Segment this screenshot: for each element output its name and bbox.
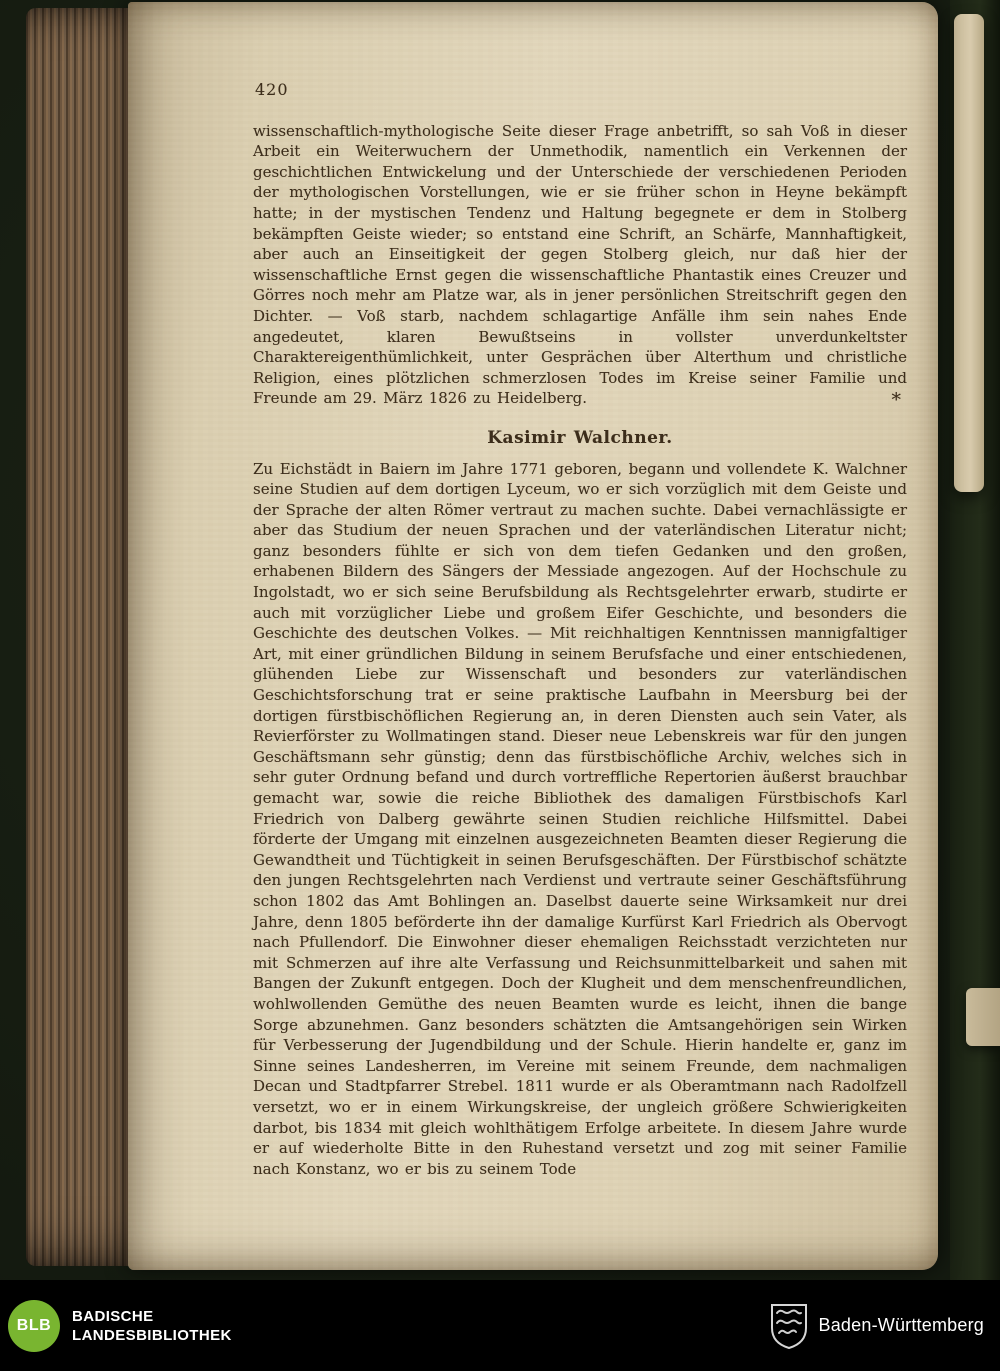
library-name-line2: LANDESBIBLIOTHEK <box>72 1326 232 1344</box>
paragraph-walchner-biography: Zu Eichstädt in Baiern im Jahre 1771 geboren, begann und vollendete K. Walchner seine Studien auf dem dortigen Lyceum, wo er sich vorzüglich mit dem Geiste und der Sprache der alten Römer vertraut zu machen suchte. Dabei vernachlässigte er aber das Studium der neuen Sprachen und der vaterländischen Literatur nicht; ganz besonders fühlte er sich von dem tiefen Gedanken und den großen, erhabenen Bildern des Sängers der Messiade angezogen. Auf der Hochschule zu Ingolstadt, wo er sich seine Berufsbildung als Rechtsgelehrter erwarb, studirte er auch mit vorzüglicher Liebe und großem Eifer Geschichte, und besonders die Geschichte des deutschen Volkes. — Mit reichhaltigen Kenntnissen mannigfaltiger Art, mit einer gründlichen Bildung in seinem Berufsfache und einer entschiedenen, glühenden Liebe zur Wissenschaft und besonders zur vaterländischen Geschichtsforschung trat er seine praktische Laufbahn in Meersburg bei der dortigen fürstbischöflichen Regierung an, in deren Diensten auch sein Vater, als Revierförster zu Wollmatingen stand. Dieser neue Lebenskreis war für den jungen Geschäftsmann sehr günstig; denn das fürstbischöfliche Archiv, welches sich in sehr guter Ordnung befand und durch vortreffliche Repertorien äußerst brauchbar gemacht war, sowie die reiche Bibliothek des damaligen Fürstbischofs Karl Friedrich von Dalberg gewährte seinen Studien reichliche Hilfsmittel. Dabei förderte der Umgang mit einzelnen ausgezeichneten Beamten dieser Regierung die Gewandtheit und Tüchtigkeit in seinen Berufsgeschäften. Der Fürstbischof schätzte den jungen Rechtsgelehrten nach Verdienst und vertraute seiner Geschäftsführung schon 1802 das Amt Bohlingen an. Daselbst dauerte seine Wirksamkeit nur drei Jahre, denn 1805 beförderte ihn der damalige Kurfürst Karl Friedrich als Obervogt nach Pfullendorf. Die Einwohner dieser ehemaligen Reichsstadt verzichteten nur mit Schmerzen auf ihre alte Verfassung und Reichsunmittelbarkeit und sahen mit Bangen der Zukunft entgegen. Doch der Klugheit und dem menschenfreundlichen, wohlwollenden Gemüthe des neuen Beamten wurde es leicht, ihnen die bange Sorge abzunehmen. Ganz besonders schätzten die Amtsangehörigen sein Wirken für Verbesserung der Jugendbildung und der Schule. Hierin handelte er, ganz im Sinne seines Landesherren, im Vereine mit seinem Freunde, dem nachmaligen Decan und Stadtpfarrer Strebel. 1811 wurde er als Oberamtmann nach Radolfzell versetzt, wo er in einem Wirkungskreise, der ungleich größere Schwierigkeiten darbot, bis 1834 mit gleich wohlthätigem Erfolge arbeitete. In diesem Jahre wurde er auf wiederholte Bitte in den Ruhestand versetzt und zog mit seiner Familie nach Konstanz, wo er bis zu seinem Tode <box>253 459 907 1178</box>
library-name-line1: BADISCHE <box>72 1307 154 1325</box>
region-label: Baden-Württemberg <box>818 1315 984 1335</box>
section-heading: Kasimir Walchner. <box>487 427 673 448</box>
library-footer-bar <box>0 1280 1000 1371</box>
page-text-block <box>253 80 907 1179</box>
baden-wuerttemberg-coat-of-arms-icon <box>769 1302 809 1350</box>
footer-right-group <box>769 1302 1000 1350</box>
page-corner-tab <box>966 988 1000 1046</box>
blb-logo-text: BLB <box>16 1316 52 1334</box>
paragraph-voss-continuation: wissenschaftlich-mythologische Seite dieser Frage anbetrifft, so sah Voß in dieser Arbeit ein Weiterwuchern der Unmethodik, namentlich ein Verkennen der geschichtlichen Entwickelung und der Unterschiede der verschiedenen Perioden der mythologischen Vorstellungen, wie er sie früher schon in Heyne bekämpft hatte; in der mystischen Tendenz und Haltung begegnete er dem in Stolberg bekämpften Geiste wieder; so entstand eine Schrift, an Schärfe, Mannhaftigkeit, aber auch an Einseitigkeit der gegen Stolberg gleich, nur daß hier der wissenschaftliche Ernst gegen die wissenschaftliche Phantastik eines Creuzer und Görres noch mehr am Platze war, als in jener persönlichen Streitschrift gegen den Dichter. — Voß starb, nachdem schlagartige Anfälle ihm sein nahes Ende angedeutet, klaren Bewußtseins in vollster unverdunkeltster Charaktereigenthümlichkeit, unter Gesprächen über Alterthum und christliche Religion, eines plötzlichen schmerzlosen Todes im Kreise seiner Familie und Freunde am 29. März 1826 zu Heidelberg. <box>253 121 907 408</box>
blb-logo <box>8 1300 60 1352</box>
page-stack-edge <box>26 8 144 1266</box>
underlying-page-edge <box>954 14 984 492</box>
footnote-asterisk: * <box>891 388 901 411</box>
library-name <box>72 1307 232 1345</box>
page-number: 420 <box>255 80 289 99</box>
